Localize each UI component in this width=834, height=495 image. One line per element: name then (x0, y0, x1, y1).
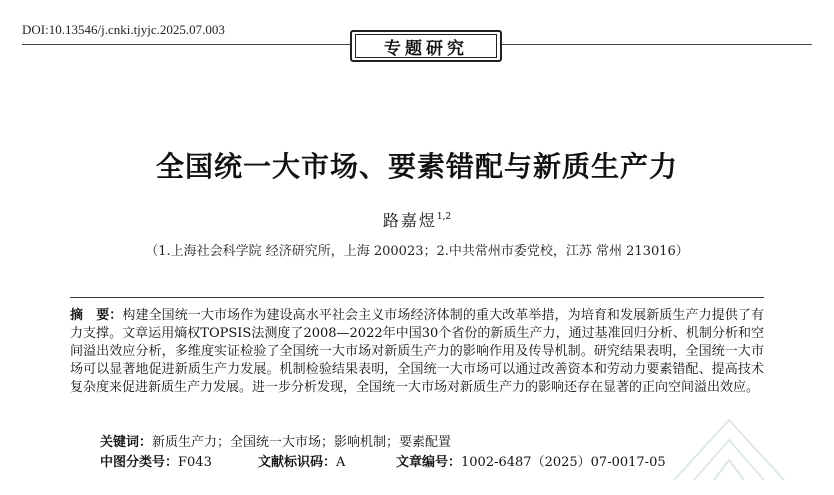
clc-field (100, 451, 258, 470)
abstract (70, 307, 764, 397)
keywords-text: 新质生产力；全国统一大市场；影响机制；要素配置 (152, 435, 452, 450)
watermark-graphic (664, 400, 794, 490)
author-name: 路嘉煜 (382, 211, 437, 230)
doc-code-value: A (336, 455, 346, 470)
author-affiliation-marks: 1,2 (436, 212, 452, 222)
article-number-value: 1002-6487（2025）07-0017-05 (461, 455, 666, 470)
article-number-field (396, 451, 666, 470)
column-label: 专题研究 (355, 34, 497, 58)
keywords (100, 431, 451, 450)
classification-line (100, 451, 666, 470)
clc-label: 中图分类号： (100, 455, 179, 470)
paper-title: 全国统一大市场、要素错配与新质生产力 (155, 150, 678, 183)
article-number-label: 文章编号： (396, 455, 462, 470)
author-line (0, 208, 834, 231)
column-label-box (350, 30, 502, 62)
doi-text: DOI:10.13546/j.cnki.tjyjc.2025.07.003 (22, 22, 225, 37)
affiliation: （1.上海社会科学院 经济研究所，上海 200023；2.中共常州市委党校，江苏 常州 213016） (145, 244, 689, 259)
abstract-label: 摘 要： (70, 308, 123, 323)
clc-value: F043 (178, 455, 212, 470)
doc-code-label: 文献标识码： (258, 455, 337, 470)
abstract-text: 构建全国统一大市场作为建设高水平社会主义市场经济体制的重大改革举措，为培育和发展新质生产力提供了有力支撑。文章运用熵权TOPSIS法测度了2008—2022年中国30个省份的新质生产力，通过基准回归分析、机制分析和空间溢出效应分析，多维度实证检验了全国统一大市场对新质生产力的影响作用及传导机制。研究结果表明，全国统一大市场可以显著地促进新质生产力发展。机制检验结果表明，全国统一大市场可以通过改善资本和劳动力要素错配、提高技术复杂度来促进新质生产力发展。进一步分析发现，全国统一大市场对新质生产力的影响还存在显著的正向空间溢出效应。 (70, 308, 764, 395)
doc-code-field (258, 451, 396, 470)
keywords-label: 关键词： (100, 435, 153, 450)
abstract-top-rule (70, 297, 764, 298)
